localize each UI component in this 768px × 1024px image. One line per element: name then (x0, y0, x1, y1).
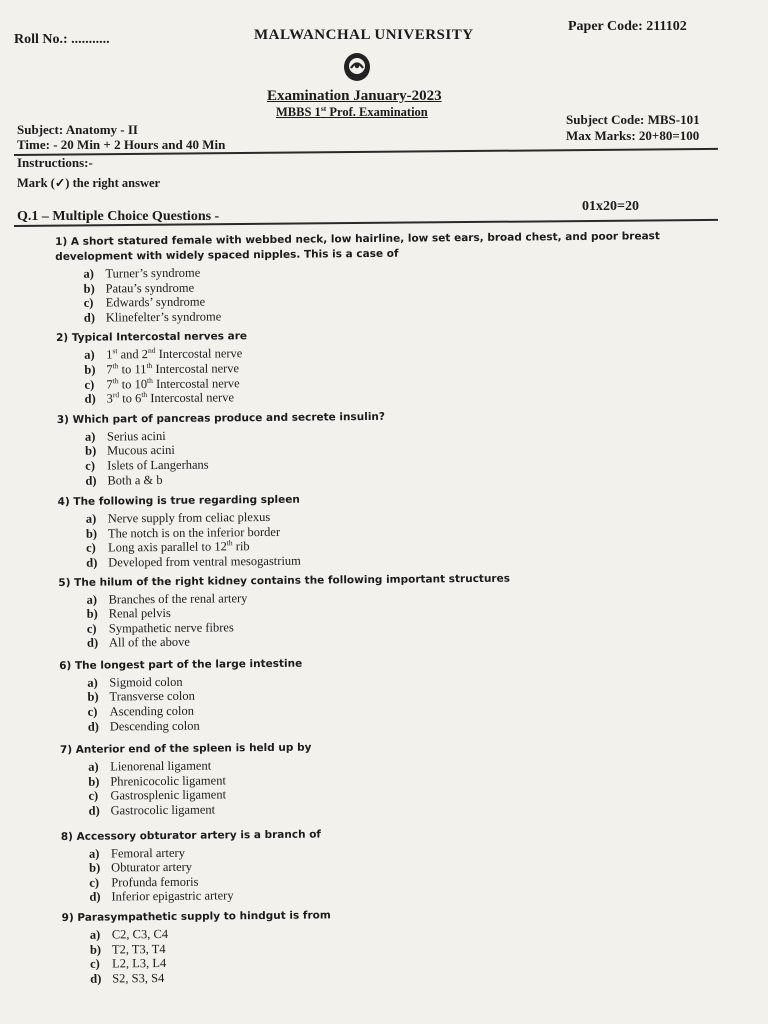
option-letter: c) (89, 875, 100, 890)
option-list (86, 586, 759, 651)
option-text: Femoral artery (110, 845, 185, 861)
option-list (88, 754, 761, 819)
option-text: Phrenicocolic ligament (110, 773, 226, 789)
question-text: 8) Accessory obturator artery is a branch of (60, 828, 322, 843)
option-list (87, 669, 760, 734)
option-letter: d) (88, 803, 100, 818)
option-letter: b) (85, 443, 97, 459)
option-text: Renal pelvis (108, 605, 171, 621)
option-text: Obturator artery (111, 859, 193, 875)
option-text: T2, T3, T4 (111, 941, 166, 957)
option-list (90, 921, 763, 986)
option-list (84, 342, 757, 407)
option-letter: d) (86, 555, 98, 570)
option-text: Ascending colon (109, 703, 195, 719)
paper-code: Paper Code: 211102 (568, 19, 687, 34)
option-letter: a) (86, 592, 98, 607)
option-text: Gastrosplenic ligament (110, 787, 227, 803)
option-letter: d) (90, 971, 102, 986)
option-text: Profunda femoris (111, 874, 199, 890)
option-letter: b) (83, 281, 95, 296)
option-text: Klinefelter’s syndrome (105, 309, 222, 325)
option-text: Developed from ventral mesogastrium (108, 553, 301, 570)
option-letter: c) (87, 704, 98, 719)
option-text: Patau’s syndrome (105, 280, 195, 296)
question-7 (60, 737, 761, 819)
max-marks: Max Marks: 20+80=100 (566, 128, 700, 143)
university-name: MALWANCHAL UNIVERSITY (254, 27, 474, 43)
option-letter: a) (85, 511, 97, 526)
option-text: 7th to 11th Intercostal nerve (106, 360, 240, 377)
option-letter: d) (87, 719, 99, 734)
option-letter: a) (89, 927, 101, 942)
exam-title: Examination January-2023 (267, 88, 442, 104)
option-letter: b) (88, 774, 100, 789)
option-text: Gastrocolic ligament (110, 802, 216, 818)
roll-number: Roll No.: ........... (14, 32, 110, 47)
option-text: Nerve supply from celiac plexus (107, 510, 271, 526)
option-letter: c) (85, 540, 96, 556)
option-letter: a) (84, 429, 96, 444)
question-1 (55, 228, 756, 325)
option-text: 3rd to 6th Intercostal nerve (106, 390, 235, 406)
option-text: L2, L3, L4 (111, 956, 167, 971)
question-text: 6) The longest part of the large intestine (59, 657, 303, 672)
option-letter: a) (88, 759, 99, 774)
option-letter: d) (86, 635, 99, 650)
option-list (85, 423, 758, 488)
option-letter: b) (87, 690, 99, 705)
option-letter: c) (86, 621, 97, 636)
option-text: All of the above (108, 635, 190, 650)
option-text: Lienorenal ligament (110, 758, 212, 774)
option-text: 7th to 10th Intercostal nerve (106, 375, 240, 392)
question-3 (57, 406, 758, 488)
option-text: Sigmoid colon (109, 674, 183, 690)
question-text: 7) Anterior end of the spleen is held up by (59, 741, 312, 757)
question-4 (58, 488, 759, 570)
option-text: Sympathetic nerve fibres (108, 619, 234, 636)
option-text: Long axis parallel to 12th rib (107, 538, 250, 555)
option-letter: d) (83, 310, 96, 325)
option-text: C2, C3, C4 (111, 926, 169, 942)
option-text: S2, S3, S4 (112, 970, 165, 986)
section-title: Q.1 – Multiple Choice Questions - (17, 209, 220, 224)
option-text: Islets of Langerhans (107, 457, 209, 473)
option-text: Inferior epigastric artery (111, 888, 234, 904)
question-8 (61, 823, 762, 905)
question-text: 9) Parasympathetic supply to hindgut is from (61, 909, 331, 924)
option-letter: d) (85, 473, 97, 488)
option-text: The notch is on the inferior border (107, 524, 281, 541)
option-letter: d) (84, 391, 96, 406)
option-text: Turner’s syndrome (105, 265, 201, 281)
option-letter: b) (85, 526, 98, 541)
option-letter: c) (83, 295, 94, 310)
option-letter: b) (89, 942, 102, 957)
option-letter: c) (88, 789, 99, 804)
option-text: Edwards’ syndrome (105, 294, 206, 310)
option-text: Mucous acini (107, 443, 175, 458)
question-6 (59, 652, 760, 734)
option-letter: b) (84, 362, 96, 377)
option-letter: b) (89, 860, 101, 875)
question-text: 3) Which part of pancreas produce and secrete insulin? (56, 410, 386, 426)
question-text: 2) Typical Intercostal nerves are (55, 330, 248, 345)
question-text: 4) The following is true regarding spleen (57, 493, 300, 509)
option-text: 1st and 2nd Intercostal nerve (106, 346, 243, 362)
option-text: Descending colon (109, 718, 200, 734)
prof-exam-title: MBBS 1st Prof. Examination (276, 103, 428, 119)
option-letter: c) (85, 458, 96, 473)
question-2 (56, 325, 757, 407)
option-letter: d) (89, 890, 101, 905)
section-marks: 01x20=20 (582, 199, 639, 214)
question-text: 1) A short statured female with webbed neck, low hairline, low set ears, broad chest, and poor breast development with widely spaced nipples. This is a case of (55, 230, 660, 263)
option-letter: b) (86, 606, 98, 621)
question-9 (62, 904, 763, 986)
exam-time: Time: - 20 Min + 2 Hours and 40 Min (17, 137, 226, 152)
option-letter: c) (89, 956, 100, 971)
option-list (83, 260, 756, 325)
option-letter: c) (84, 377, 95, 392)
subject: Subject: Anatomy - II (17, 122, 138, 137)
question-text: 5) The hilum of the right kidney contains the following important structures (58, 572, 511, 589)
option-letter: a) (84, 348, 95, 363)
option-text: Serius acini (106, 428, 166, 444)
question-5 (58, 569, 759, 651)
option-list (89, 840, 762, 905)
option-letter: a) (83, 266, 94, 281)
question-list (55, 222, 762, 986)
mark-instruction: Mark (✓) the right answer (17, 176, 161, 190)
option-text: Branches of the renal artery (108, 590, 248, 607)
option-list (86, 505, 759, 570)
option-text: Transverse colon (109, 689, 195, 704)
option-letter: a) (88, 846, 100, 861)
subject-code: Subject Code: MBS-101 (566, 112, 700, 127)
instructions-label: Instructions:- (17, 155, 93, 170)
option-letter: a) (87, 675, 98, 690)
university-logo-icon (342, 50, 372, 84)
option-text: Both a & b (107, 472, 163, 488)
